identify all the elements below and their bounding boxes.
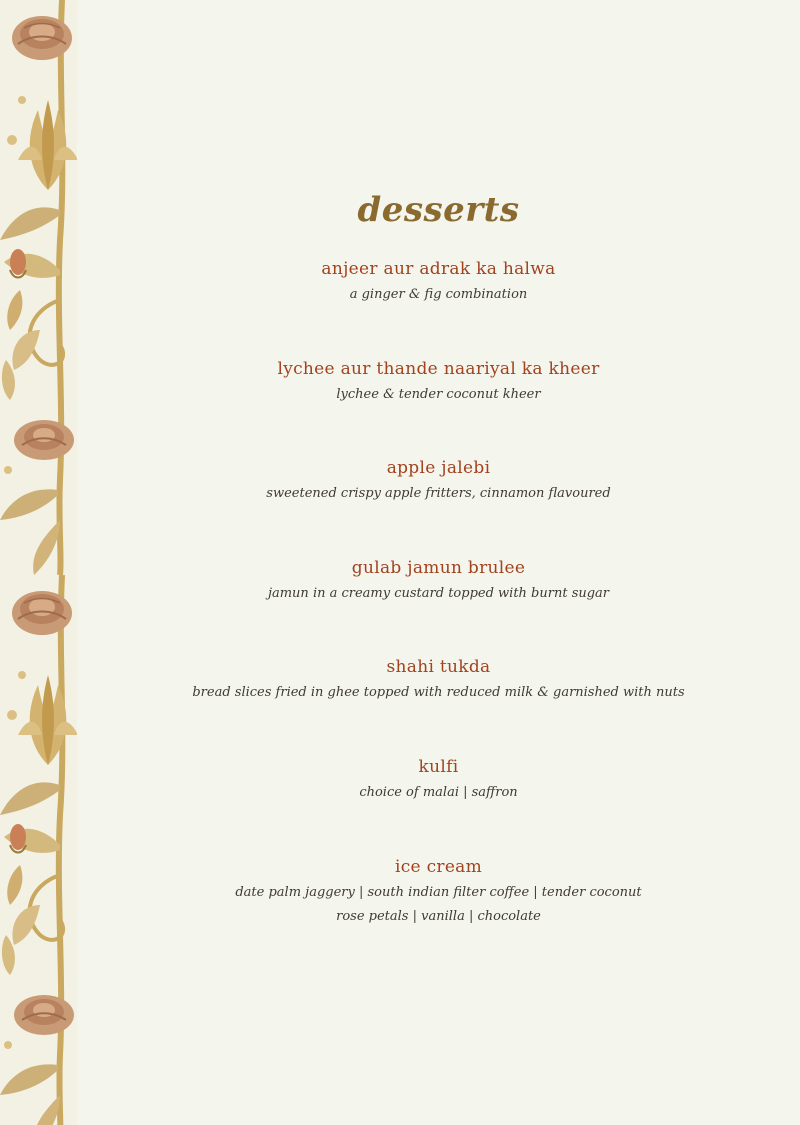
menu-item-description: a ginger & fig combination <box>349 287 528 302</box>
section-title: desserts <box>357 190 520 230</box>
menu-item <box>77 457 800 505</box>
menu-item-description: choice of malai | saffron <box>359 785 518 800</box>
menu-item-name: shahi tukda <box>386 657 491 677</box>
menu-item-description: lychee & tender coconut kheer <box>336 387 541 402</box>
menu-item-name: gulab jamun brulee <box>351 558 526 578</box>
menu-item <box>77 756 800 804</box>
menu-item <box>77 258 800 306</box>
menu-item <box>77 358 800 406</box>
menu-item-description: bread slices fried in ghee topped with reduced milk & garnished with nuts <box>192 685 685 700</box>
menu-item <box>77 557 800 605</box>
dessert-menu <box>77 0 800 1125</box>
floral-border-icon <box>0 0 77 1125</box>
menu-item <box>77 656 800 704</box>
menu-item-description-line2: rose petals | vanilla | chocolate <box>336 909 541 924</box>
menu-item-description: sweetened crispy apple fritters, cinnamon flavoured <box>266 486 611 501</box>
menu-item-description: date palm jaggery | south indian filter coffee | tender coconut <box>235 885 642 900</box>
menu-item <box>77 856 800 928</box>
menu-item-description: jamun in a creamy custard topped with burnt sugar <box>267 586 610 601</box>
menu-item-name: anjeer aur adrak ka halwa <box>321 259 556 279</box>
menu-item-name: apple jalebi <box>386 458 491 478</box>
menu-item-name: ice cream <box>394 857 483 877</box>
menu-item-name: kulfi <box>418 757 459 777</box>
menu-item-name: lychee aur thande naariyal ka kheer <box>277 359 600 379</box>
